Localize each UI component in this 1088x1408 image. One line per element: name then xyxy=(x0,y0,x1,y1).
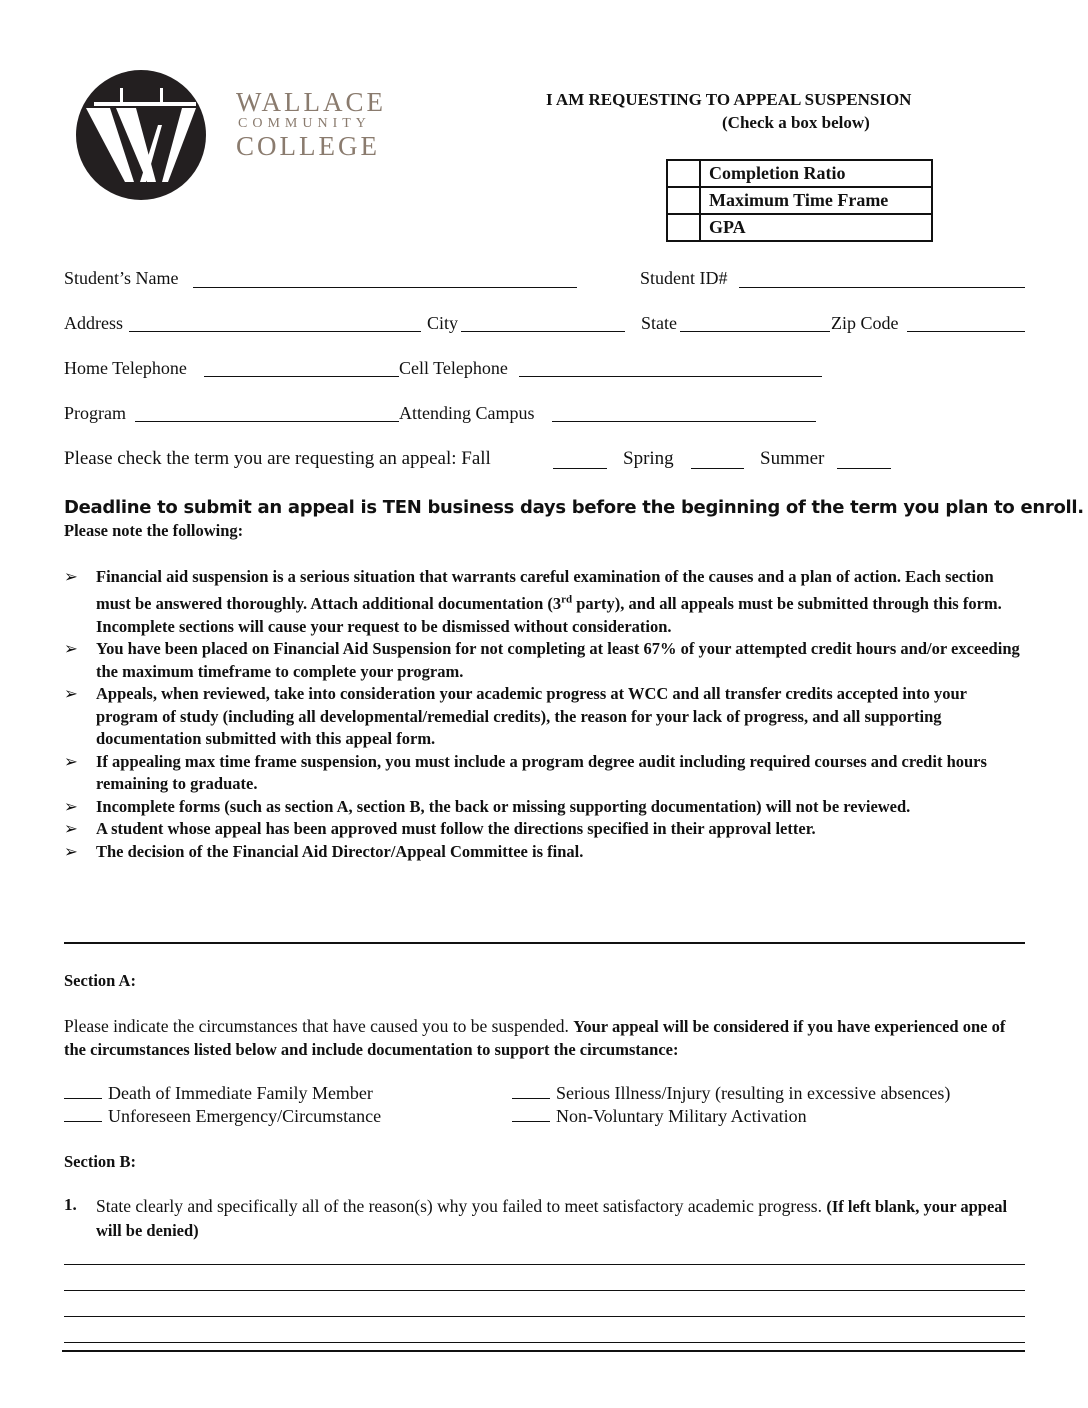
wordmark-line-1: WALLACE xyxy=(236,87,386,117)
question-1-warning: (If left blank, your appeal will be denied) xyxy=(96,1197,1008,1240)
circumstance-option: Unforeseen Emergency/Circumstance xyxy=(108,1106,382,1126)
appeal-type-row xyxy=(667,187,932,214)
list-item-text: If appealing max time frame suspension, you must include a program degree audit including required courses and credit hours remaining to graduate. xyxy=(96,751,987,793)
circumstance-option: Serious Illness/Injury (resulting in excessive absences) xyxy=(556,1083,951,1103)
spring-blank[interactable] xyxy=(691,468,744,469)
appeal-type-row xyxy=(667,160,932,187)
campus-field[interactable] xyxy=(552,421,816,422)
address-field[interactable] xyxy=(129,331,421,332)
page-bottom-rule xyxy=(62,1350,1025,1352)
home-phone-label: Home Telephone xyxy=(64,358,187,378)
circumstance-option: Non-Voluntary Military Activation xyxy=(556,1106,807,1126)
answer-line[interactable] xyxy=(64,1290,1025,1291)
list-item xyxy=(64,818,1024,841)
student-name-field[interactable] xyxy=(193,287,577,288)
wordmark-line-3: COLLEGE xyxy=(236,131,380,161)
deadline-notice: Deadline to submit an appeal is TEN business days before the beginning of the term you plan to enroll. xyxy=(64,497,1084,518)
question-number: 1. xyxy=(64,1195,77,1214)
circumstance-blank[interactable] xyxy=(512,1121,550,1122)
section-a-intro xyxy=(64,1015,1026,1061)
appeal-type-checkbox[interactable] xyxy=(667,187,700,214)
form-subtitle: (Check a box below) xyxy=(722,113,870,132)
note-heading: Please note the following: xyxy=(64,521,244,540)
program-label: Program xyxy=(64,403,126,423)
appeal-type-checkbox[interactable] xyxy=(667,214,700,241)
answer-line[interactable] xyxy=(64,1316,1025,1317)
list-item-text: The decision of the Financial Aid Director/Appeal Committee is final. xyxy=(96,841,584,861)
question-1 xyxy=(96,1195,1026,1242)
campus-label: Attending Campus xyxy=(399,403,535,423)
circumstance-blank[interactable] xyxy=(512,1098,550,1099)
list-item-text: Financial aid suspension is a serious situation that warrants careful examination of the causes and a plan of action. Each section must be answered thoroughly. Attach additional documentation (3rd party), and all appeals must be submitted through this form. Incomplete sections will cause your request to be dismissed without consideration. xyxy=(96,567,1002,636)
section-a-intro-text: Please indicate the circumstances that have caused you to be suspended. xyxy=(64,1016,574,1036)
list-item xyxy=(64,638,1024,683)
arrow-bullet-icon: ➢ xyxy=(64,796,78,816)
list-item xyxy=(64,841,1024,864)
section-divider xyxy=(64,942,1025,944)
cell-phone-field[interactable] xyxy=(519,376,822,377)
section-a-heading: Section A: xyxy=(64,971,136,990)
arrow-bullet-icon: ➢ xyxy=(64,639,78,658)
answer-line[interactable] xyxy=(64,1342,1025,1343)
section-b-heading: Section B: xyxy=(64,1152,136,1171)
list-item xyxy=(64,796,1024,819)
list-item-text: A student whose appeal has been approved must follow the directions specified in their approval letter. xyxy=(96,819,816,838)
question-1-text: State clearly and specifically all of the reason(s) why you failed to meet satisfactory academic progress. xyxy=(96,1196,827,1216)
arrow-bullet-icon: ➢ xyxy=(64,751,78,771)
w-monogram-icon xyxy=(76,70,206,200)
city-field[interactable] xyxy=(461,331,625,332)
form-title: I AM REQUESTING TO APPEAL SUSPENSION xyxy=(546,90,912,109)
fall-blank[interactable] xyxy=(553,468,607,469)
appeal-type-label: Completion Ratio xyxy=(700,160,932,187)
term-prompt: Please check the term you are requesting an appeal: Fall xyxy=(64,448,491,469)
spring-label: Spring xyxy=(623,448,674,469)
appeal-type-row xyxy=(667,214,932,241)
summer-label: Summer xyxy=(760,448,825,469)
zip-field[interactable] xyxy=(907,331,1025,332)
circumstance-blank[interactable] xyxy=(64,1121,102,1122)
arrow-bullet-icon: ➢ xyxy=(64,841,78,861)
arrow-bullet-icon: ➢ xyxy=(64,819,78,838)
student-id-field[interactable] xyxy=(739,287,1025,288)
appeal-type-label: GPA xyxy=(700,214,932,241)
appeal-type-checkbox[interactable] xyxy=(667,160,700,187)
address-label: Address xyxy=(64,313,123,333)
circumstance-blank[interactable] xyxy=(64,1098,102,1099)
appeal-type-table xyxy=(666,159,933,242)
program-field[interactable] xyxy=(135,421,399,422)
section-a-intro-emphasis: Your appeal will be considered if you have experienced one of the circumstances listed below and include documentation to support the circumstance: xyxy=(64,1017,1006,1059)
wordmark-line-2: COMMUNITY xyxy=(238,116,371,131)
summer-blank[interactable] xyxy=(837,468,891,469)
state-field[interactable] xyxy=(680,331,830,332)
college-wordmark xyxy=(236,88,386,160)
arrow-bullet-icon: ➢ xyxy=(64,684,78,703)
list-item xyxy=(64,683,1024,751)
arrow-bullet-icon: ➢ xyxy=(64,567,78,586)
list-item xyxy=(64,566,1024,638)
student-id-label: Student ID# xyxy=(640,268,728,288)
list-item-text: Appeals, when reviewed, take into consideration your academic progress at WCC and all transfer credits accepted into your program of study (including all developmental/remedial credits), the reason for your lack of progress, and all supporting documentation submitted with this appeal form. xyxy=(96,684,967,748)
list-item-text: You have been placed on Financial Aid Suspension for not completing at least 67% of your attempted credit hours and/or exceeding the maximum timeframe to complete your program. xyxy=(96,639,1020,681)
answer-line[interactable] xyxy=(64,1264,1025,1265)
circumstance-option: Death of Immediate Family Member xyxy=(108,1083,373,1103)
college-logo-emblem xyxy=(76,70,206,200)
list-item xyxy=(64,751,1024,796)
zip-label: Zip Code xyxy=(831,313,899,333)
list-item-text: Incomplete forms (such as section A, section B, the back or missing supporting documentation) will not be reviewed. xyxy=(96,796,911,816)
cell-phone-label: Cell Telephone xyxy=(399,358,508,378)
student-name-label: Student’s Name xyxy=(64,268,179,288)
home-phone-field[interactable] xyxy=(204,376,399,377)
requirements-list xyxy=(64,566,1024,863)
state-label: State xyxy=(641,313,677,333)
city-label: City xyxy=(427,313,459,333)
appeal-type-label: Maximum Time Frame xyxy=(700,187,932,214)
